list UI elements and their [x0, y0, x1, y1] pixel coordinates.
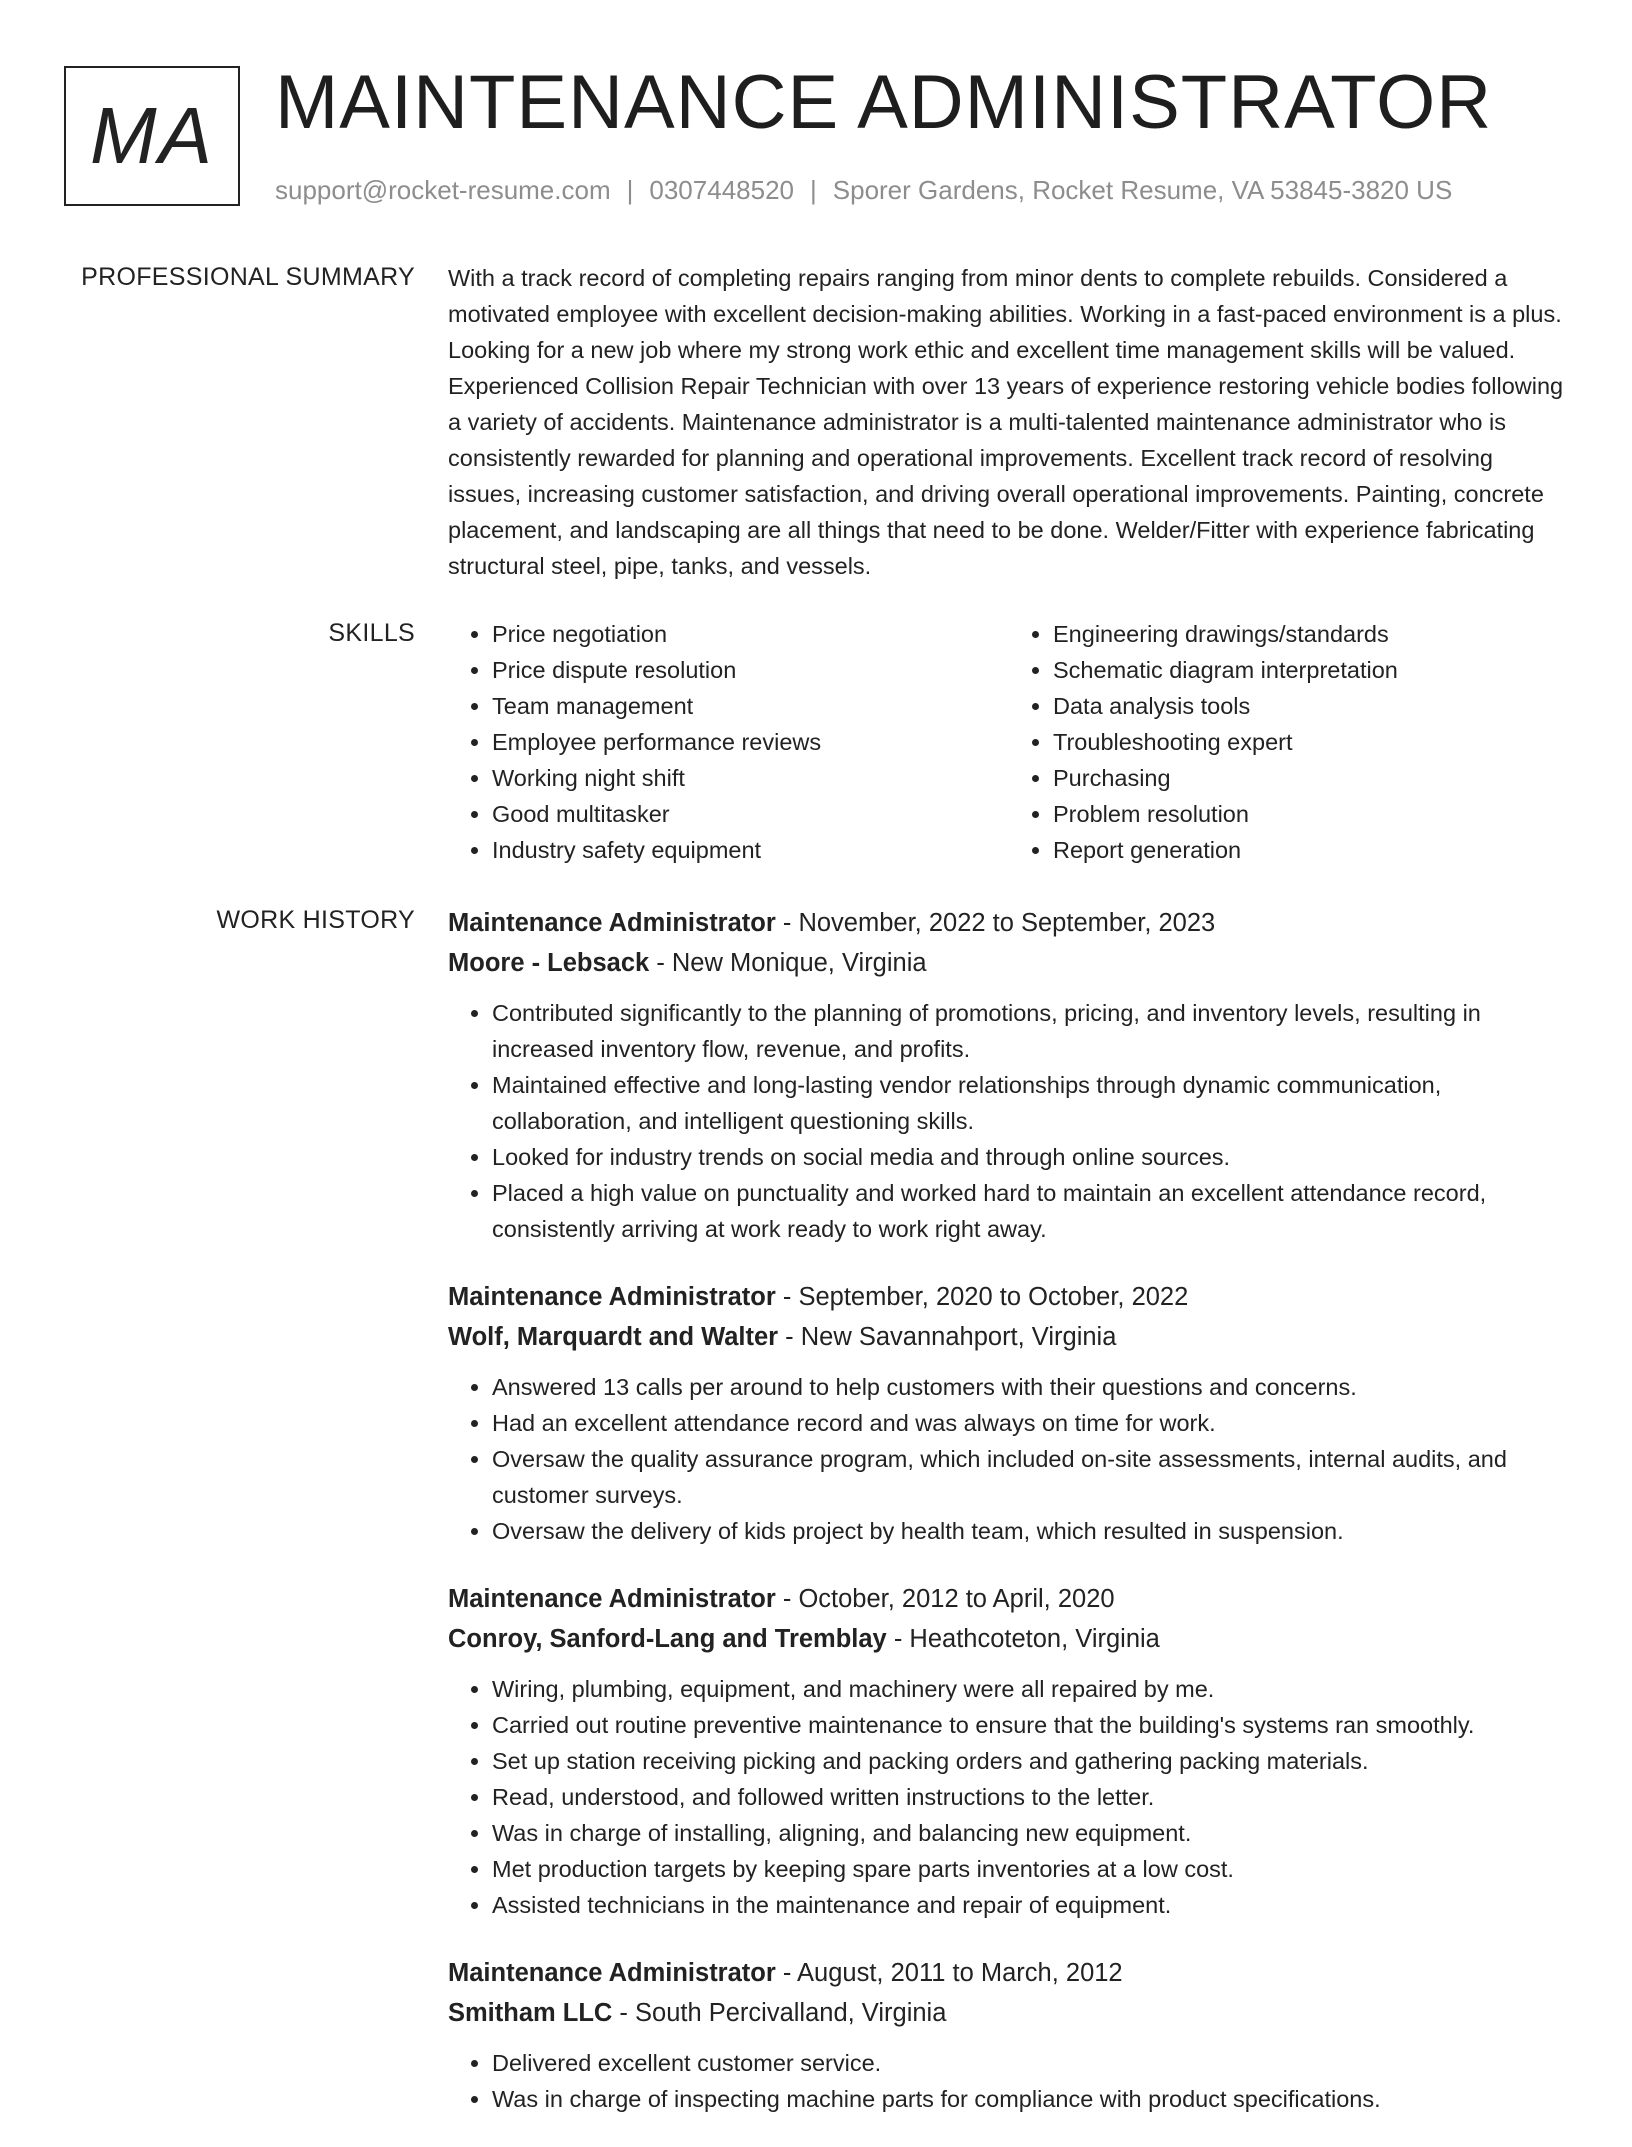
job-bullets [448, 1671, 1570, 1923]
skill-item: • Good multitasker [492, 796, 1009, 832]
job-bullet: • Placed a high value on punctuality and worked hard to maintain an excellent attendance record, consistently arriving at work ready to work right away. [492, 1175, 1570, 1247]
job-title-line [448, 1579, 1570, 1619]
job-company-line [448, 943, 1570, 983]
skills-heading: SKILLS [328, 619, 415, 647]
job-company: Wolf, Marquardt and Walter [448, 1323, 779, 1351]
job-role: Maintenance Administrator [448, 1959, 776, 1987]
contact-line [275, 175, 1452, 206]
job-company-line [448, 1619, 1570, 1659]
job-bullets [448, 2045, 1570, 2117]
job-bullets [448, 1369, 1570, 1549]
skill-item: • Working night shift [492, 760, 1009, 796]
contact-separator: | [626, 175, 634, 205]
job-bullet: • Oversaw the delivery of kids project by health team, which resulted in suspension. [492, 1513, 1570, 1549]
summary-body [448, 260, 1570, 584]
job-bullet: • Assisted technicians in the maintenance and repair of equipment. [492, 1887, 1570, 1923]
job-company-line [448, 1317, 1570, 1357]
summary-text: With a track record of completing repairs ranging from minor dents to complete rebuilds. Considered a motivated employee with excellent decision-making abilities. Working in a fast-paced environment is a plus. Looking for a new job where my strong work ethic and excellent time management skills will be valued. Experienced Collision Repair Technician with over 13 years of experience restoring vehicle bodies following a variety of accidents. Maintenance administrator is a multi-talented maintenance administrator who is consistently rewarded for planning and operational improvements. Excellent track record of resolving issues, increasing customer satisfaction, and driving overall operational improvements. Painting, concrete placement, and landscaping are all things that need to be done. Welder/Fitter with experience fabricating structural steel, pipe, tanks, and vessels. [448, 265, 1564, 579]
job-role: Maintenance Administrator [448, 1283, 776, 1311]
job-location: - Heathcoteton, Virginia [886, 1625, 1160, 1653]
candidate-name: MAINTENANCE ADMINISTRATOR [275, 60, 1493, 145]
job-dates: - September, 2020 to October, 2022 [775, 1283, 1189, 1311]
skill-item: • Engineering drawings/standards [1053, 616, 1570, 652]
job-location: - New Monique, Virginia [649, 949, 927, 977]
job-bullet: • Delivered excellent customer service. [492, 2045, 1570, 2081]
skill-item: • Employee performance reviews [492, 724, 1009, 760]
job-title-line [448, 1953, 1570, 1993]
job-bullet: • Wiring, plumbing, equipment, and machinery were all repaired by me. [492, 1671, 1570, 1707]
job-bullet: • Contributed significantly to the planning of promotions, pricing, and inventory levels, resulting in increased inventory flow, revenue, and profits. [492, 995, 1570, 1067]
job-entry [448, 1277, 1570, 1549]
skills-body [448, 616, 1570, 868]
contact-address: Sporer Gardens, Rocket Resume, VA 53845-3820 US [832, 175, 1453, 205]
job-entry [448, 1579, 1570, 1923]
job-dates: - November, 2022 to September, 2023 [775, 909, 1216, 937]
job-entry [448, 1953, 1570, 2117]
job-bullet: • Met production targets by keeping spare parts inventories at a low cost. [492, 1851, 1570, 1887]
job-location: - New Savannahport, Virginia [778, 1323, 1117, 1351]
job-bullet: • Oversaw the quality assurance program, which included on-site assessments, internal audits, and customer surveys. [492, 1441, 1570, 1513]
job-bullet: • Was in charge of inspecting machine parts for compliance with product specifications. [492, 2081, 1570, 2117]
job-bullet: • Had an excellent attendance record and was always on time for work. [492, 1405, 1570, 1441]
skill-item: • Troubleshooting expert [1053, 724, 1570, 760]
job-role: Maintenance Administrator [448, 1585, 776, 1613]
job-title-line [448, 1277, 1570, 1317]
job-role: Maintenance Administrator [448, 909, 776, 937]
monogram-badge: MA [64, 66, 240, 206]
job-location: - South Percivalland, Virginia [612, 1999, 947, 2027]
skill-item: • Problem resolution [1053, 796, 1570, 832]
work-history-body [448, 903, 1570, 2147]
skill-item: • Data analysis tools [1053, 688, 1570, 724]
job-company: Moore - Lebsack [448, 949, 650, 977]
skill-item: • Purchasing [1053, 760, 1570, 796]
skills-list-right [1009, 616, 1570, 868]
skill-item: • Industry safety equipment [492, 832, 1009, 868]
skill-item: • Price dispute resolution [492, 652, 1009, 688]
job-bullet: • Set up station receiving picking and packing orders and gathering packing materials. [492, 1743, 1570, 1779]
contact-phone[interactable]: 0307448520 [649, 175, 794, 205]
job-bullet: • Carried out routine preventive maintenance to ensure that the building's systems ran smoothly. [492, 1707, 1570, 1743]
job-title-line [448, 903, 1570, 943]
job-dates: - August, 2011 to March, 2012 [775, 1959, 1123, 1987]
job-bullet: • Looked for industry trends on social media and through online sources. [492, 1139, 1570, 1175]
job-bullets [448, 995, 1570, 1247]
skill-item: • Team management [492, 688, 1009, 724]
job-company: Conroy, Sanford-Lang and Tremblay [448, 1625, 887, 1653]
job-bullet: • Answered 13 calls per around to help customers with their questions and concerns. [492, 1369, 1570, 1405]
job-bullet: • Was in charge of installing, aligning, and balancing new equipment. [492, 1815, 1570, 1851]
job-company: Smitham LLC [448, 1999, 613, 2027]
skill-item: • Schematic diagram interpretation [1053, 652, 1570, 688]
job-dates: - October, 2012 to April, 2020 [775, 1585, 1115, 1613]
skill-item: • Report generation [1053, 832, 1570, 868]
job-bullet: • Maintained effective and long-lasting vendor relationships through dynamic communication, collaboration, and intelligent questioning skills. [492, 1067, 1570, 1139]
contact-separator: | [810, 175, 817, 205]
job-entry [448, 903, 1570, 1247]
skill-item: • Price negotiation [492, 616, 1009, 652]
summary-heading: PROFESSIONAL SUMMARY [81, 263, 415, 291]
contact-email[interactable]: support@rocket-resume.com [275, 175, 611, 205]
work-history-heading: WORK HISTORY [216, 906, 415, 934]
skills-list-left [448, 616, 1009, 868]
job-company-line [448, 1993, 1570, 2033]
job-bullet: • Read, understood, and followed written instructions to the letter. [492, 1779, 1570, 1815]
resume-header [0, 0, 1632, 230]
